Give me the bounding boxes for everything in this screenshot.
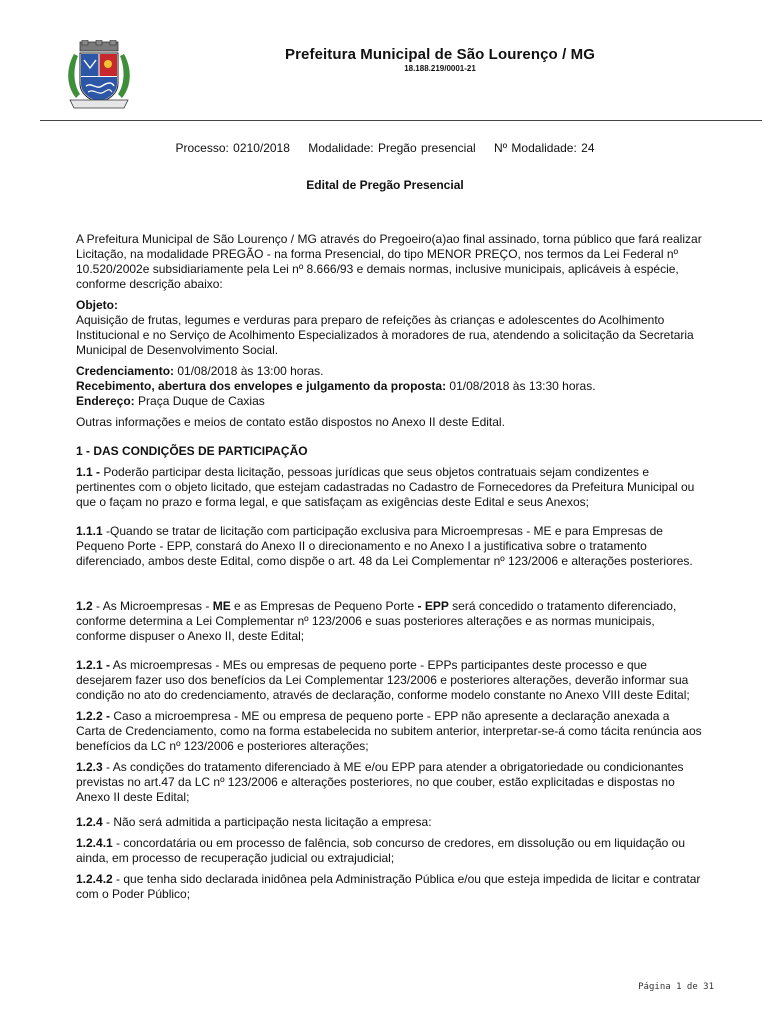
clause-text: -Quando se tratar de licitação com participação exclusiva para Microempresas - ME e para Empresas de Pequeno Porte - EPP, constará do Anexo II o direcionamento e no Anexo I a justificativa sobre o tratamento diferenciado, ambos deste Edital, como dispõe o art. 48 da Lei Complementar nº 123/2006 e alterações posteriores. (76, 524, 693, 568)
clause-1-2-2 (76, 709, 702, 754)
clause-number: 1.2.1 - (76, 658, 111, 672)
clause-text: - As Microempresas - (92, 599, 213, 613)
clause-1-2-4-2 (76, 872, 702, 902)
municipality-title: Prefeitura Municipal de São Lourenço / MG (285, 46, 595, 63)
section-1-title: 1 - DAS CONDIÇÕES DE PARTICIPAÇÃO (76, 444, 308, 458)
modality-number: Nº Modalidade: 24 (494, 141, 595, 155)
clause-1-2 (76, 599, 702, 644)
header-divider (40, 120, 762, 121)
endereco-line (76, 394, 702, 409)
clause-number: 1.2.4.1 (76, 836, 113, 850)
edital-title: Edital de Pregão Presencial (306, 178, 464, 192)
clause-1-2-1 (76, 658, 702, 703)
clause-1-2-4-1 (76, 836, 702, 866)
clause-number: 1.2.4 (76, 815, 103, 829)
process-info-line (0, 141, 770, 155)
credenciamento-line (76, 364, 702, 379)
recebimento-line (76, 379, 702, 394)
outras-informacoes: Outras informações e meios de contato estão dispostos no Anexo II deste Edital. (76, 415, 505, 429)
clause-number: 1.2.2 - (76, 709, 111, 723)
coat-of-arms-logo (64, 40, 134, 114)
clause-text: - concordatária ou em processo de falência, sob concurso de credores, em dissolução ou em liquidação ou ainda, em processo de recuperação judicial ou extrajudicial; (76, 836, 686, 865)
clause-number: 1.1 - (76, 465, 101, 479)
clause-number: 1.2.4.2 (76, 872, 113, 886)
clause-text: Caso a microempresa - ME ou empresa de pequeno porte - EPP não apresente a declaração anexada a Carta de Credenciamento, como na forma estabelecida no subitem anterior, interpretar-se-á como tácita renúncia aos benefícios da LC nº 123/2006 e posteriores alterações; (76, 709, 702, 753)
clause-text: e as Empresas de Pequeno Porte (230, 599, 418, 613)
credenciamento-value: 01/08/2018 às 13:00 horas. (174, 364, 324, 378)
recebimento-label: Recebimento, abertura dos envelopes e julgamento da proposta: (76, 379, 447, 393)
page-number: Página 1 de 31 (638, 982, 714, 992)
epp-abbrev: - EPP (417, 599, 449, 613)
clause-text: - Não será admitida a participação nesta licitação a empresa: (102, 815, 432, 829)
clause-text: será concedido o tratamento diferenciado, conforme determina a Lei Complementar nº 123/2006 e suas posteriores alterações e as normas municipais, conforme dispuser o Anexo II, deste Edital; (76, 599, 677, 643)
clause-text: - As condições do tratamento diferenciado à ME e/ou EPP para atender a obrigatoriedade ou condicionantes previstas no art.47 da LC nº 123/2006 e alterações posteriores, no que couber, estão explicitadas e dispostas no Anexo II deste Edital; (76, 760, 684, 804)
cnpj-number: 18.188.219/0001-21 (404, 64, 476, 73)
clause-number: 1.2 (76, 599, 93, 613)
clause-1-1-1 (76, 524, 702, 569)
clause-number: 1.2.3 (76, 760, 103, 774)
objeto-text: Aquisição de frutas, legumes e verduras para preparo de refeições às crianças e adolescentes do Acolhimento Institucional e no Serviço de Acolhimento Especializados à moradores de rua, atendendo a solicitação da Secretaria Municipal de Desenvolvimento Social. (76, 313, 694, 357)
modality: Modalidade: Pregão presencial (308, 141, 476, 155)
clause-text: As microempresas - MEs ou empresas de pequeno porte - EPPs participantes deste processo e que desejarem fazer uso dos benefícios da Lei Complementar 123/2006 e posteriores alterações, deverão informar sua condição no ato do credenciamento, através de declaração, conforme modelo constante no Anexo VIII deste Edital; (76, 658, 690, 702)
objeto-label: Objeto: (76, 298, 118, 312)
recebimento-value: 01/08/2018 às 13:30 horas. (446, 379, 596, 393)
clause-1-1 (76, 465, 702, 510)
clause-number: 1.1.1 (76, 524, 103, 538)
me-abbrev: ME (212, 599, 231, 613)
intro-paragraph: A Prefeitura Municipal de São Lourenço / MG através do Pregoeiro(a)ao final assinado, torna público que fará realizar Licitação, na modalidade PREGÃO - na forma Presencial, do tipo MENOR PREÇO, nos termos da Lei Federal nº 10.520/2002e subsidiariamente pela Lei nº 8.666/93 e demais normas, inclusive municipais, aplicáveis à espécie, conforme descrição abaixo: (76, 232, 702, 291)
document-body (76, 232, 702, 902)
clause-1-2-4 (76, 815, 702, 830)
credenciamento-label: Credenciamento: (76, 364, 175, 378)
endereco-label: Endereço: (76, 394, 135, 408)
clause-text: Poderão participar desta licitação, pessoas jurídicas que seus objetos contratuais sejam condizentes e pertinentes com o objeto licitado, que estejam cadastradas no Cadastro de Fornecedores da Prefeitura Municipal ou que o façam no prazo e forma legal, e que satisfaçam as exigências deste Edital e seus Anexos; (76, 465, 695, 509)
clause-1-2-3 (76, 760, 702, 805)
endereco-value: Praça Duque de Caxias (134, 394, 265, 408)
clause-text: - que tenha sido declarada inidônea pela Administração Pública e/ou que esteja impedida de licitar e contratar com o Poder Público; (76, 872, 701, 901)
process-number: Processo: 0210/2018 (175, 141, 290, 155)
